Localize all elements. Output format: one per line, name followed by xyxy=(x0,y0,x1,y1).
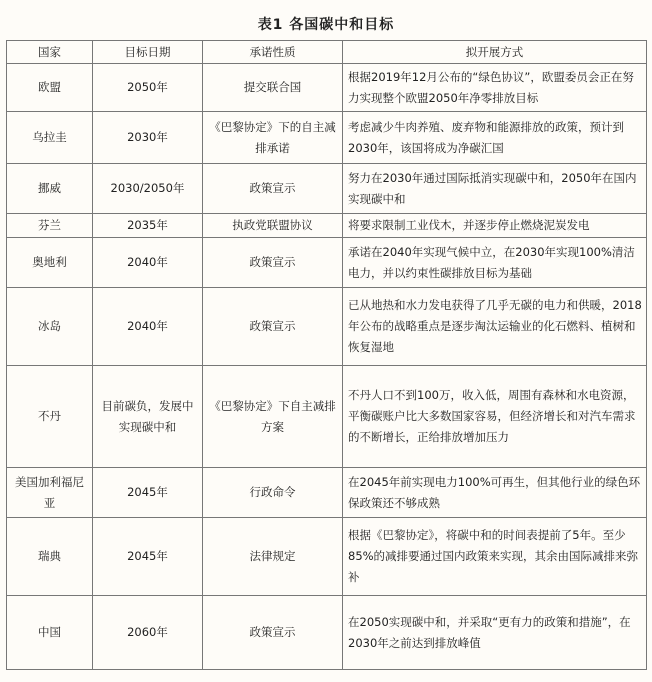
method-cell: 根据《巴黎协定》，将碳中和的时间表提前了5年。至少85%的减排要通过国内政策来实现，其余由国际减排来弥补 xyxy=(343,518,647,596)
table-row xyxy=(7,518,647,596)
date-cell: 2040年 xyxy=(93,238,203,288)
nature-cell: 政策宣示 xyxy=(203,596,343,670)
nature-cell: 政策宣示 xyxy=(203,288,343,366)
method-cell: 在2045年前实现电力100%可再生，但其他行业的绿色环保政策还不够成熟 xyxy=(343,468,647,518)
nature-cell: 行政命令 xyxy=(203,468,343,518)
nature-cell: 提交联合国 xyxy=(203,64,343,112)
table-row xyxy=(7,164,647,214)
date-cell: 目前碳负，发展中实现碳中和 xyxy=(93,366,203,468)
table-row xyxy=(7,112,647,164)
table-row xyxy=(7,468,647,518)
date-cell: 2035年 xyxy=(93,214,203,238)
country-cell: 挪威 xyxy=(7,164,93,214)
nature-cell: 法律规定 xyxy=(203,518,343,596)
country-cell: 美国加利福尼亚 xyxy=(7,468,93,518)
method-cell: 根据2019年12月公布的“绿色协议”，欧盟委员会正在努力实现整个欧盟2050年净零排放目标 xyxy=(343,64,647,112)
method-cell: 承诺在2040年实现气候中立，在2030年实现100%清洁电力，并以约束性碳排放目标为基础 xyxy=(343,238,647,288)
table-row xyxy=(7,214,647,238)
method-cell: 考虑减少牛肉养殖、废弃物和能源排放的政策，预计到2030年，该国将成为净碳汇国 xyxy=(343,112,647,164)
method-cell: 将要求限制工业伐木，并逐步停止燃烧泥炭发电 xyxy=(343,214,647,238)
nature-cell: 《巴黎协定》下自主减排方案 xyxy=(203,366,343,468)
country-cell: 奥地利 xyxy=(7,238,93,288)
date-cell: 2045年 xyxy=(93,468,203,518)
table-row xyxy=(7,596,647,670)
country-cell: 冰岛 xyxy=(7,288,93,366)
date-cell: 2040年 xyxy=(93,288,203,366)
table-title: 表1 各国碳中和目标 xyxy=(257,17,395,33)
country-cell: 瑞典 xyxy=(7,518,93,596)
carbon-neutral-table xyxy=(6,40,647,670)
country-cell: 芬兰 xyxy=(7,214,93,238)
country-cell: 欧盟 xyxy=(7,64,93,112)
header-country: 国家 xyxy=(7,41,93,64)
table-row xyxy=(7,238,647,288)
table-row xyxy=(7,366,647,468)
header-row xyxy=(7,41,647,64)
date-cell: 2050年 xyxy=(93,64,203,112)
table-row xyxy=(7,288,647,366)
method-cell: 已从地热和水力发电获得了几乎无碳的电力和供暖，2018年公布的战略重点是逐步淘汰运输业的化石燃料、植树和恢复湿地 xyxy=(343,288,647,366)
nature-cell: 执政党联盟协议 xyxy=(203,214,343,238)
date-cell: 2030年 xyxy=(93,112,203,164)
nature-cell: 政策宣示 xyxy=(203,164,343,214)
date-cell: 2060年 xyxy=(93,596,203,670)
nature-cell: 《巴黎协定》下的自主减排承诺 xyxy=(203,112,343,164)
country-cell: 不丹 xyxy=(7,366,93,468)
method-cell: 在2050实现碳中和，并采取“更有力的政策和措施”，在2030年之前达到排放峰值 xyxy=(343,596,647,670)
country-cell: 乌拉圭 xyxy=(7,112,93,164)
header-date: 目标日期 xyxy=(93,41,203,64)
date-cell: 2030/2050年 xyxy=(93,164,203,214)
header-method: 拟开展方式 xyxy=(343,41,647,64)
header-nature: 承诺性质 xyxy=(203,41,343,64)
date-cell: 2045年 xyxy=(93,518,203,596)
nature-cell: 政策宣示 xyxy=(203,238,343,288)
method-cell: 努力在2030年通过国际抵消实现碳中和，2050年在国内实现碳中和 xyxy=(343,164,647,214)
method-cell: 不丹人口不到100万，收入低，周围有森林和水电资源，平衡碳账户比大多数国家容易，但经济增长和对汽车需求的不断增长，正给排放增加压力 xyxy=(343,366,647,468)
country-cell: 中国 xyxy=(7,596,93,670)
table-row xyxy=(7,64,647,112)
